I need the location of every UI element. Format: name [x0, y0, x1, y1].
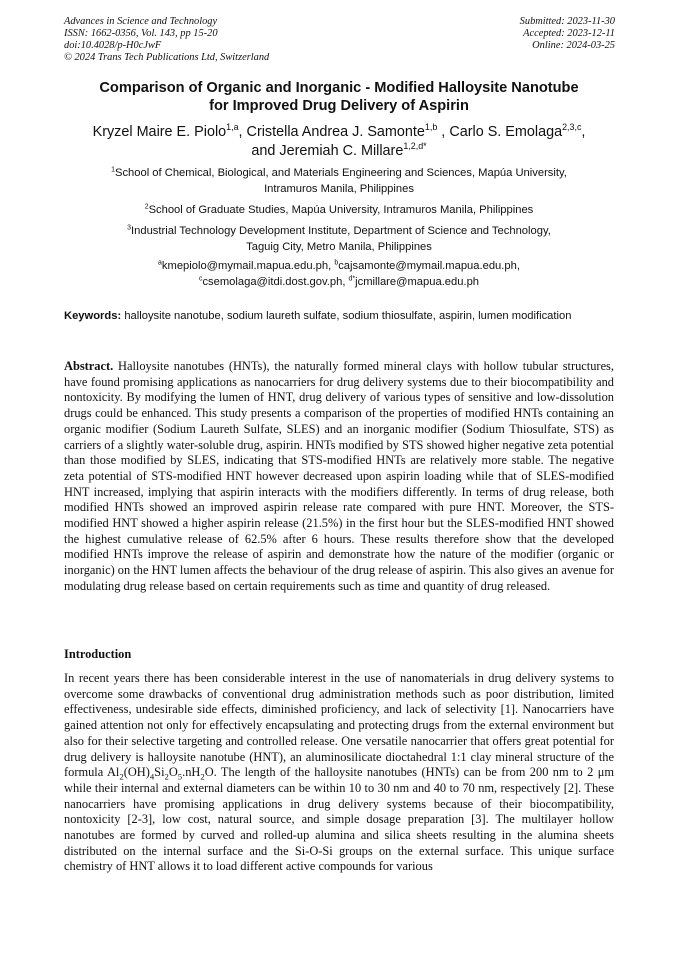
affiliation-number: 2	[144, 203, 149, 211]
formula-part: (OH)	[123, 765, 150, 780]
affiliation-text: Intramuros Manila, Philippines	[264, 182, 414, 195]
abstract-label: Abstract.	[64, 359, 114, 373]
author-emails: $^a$kmepiolo@mymail.mapua.edu.ph, $^b$cajsamonte@mymail.mapua.edu.ph, $^c$csemolaga@itdi.dost.gov.ph, $^{d*}$jcmillare@mapua.edu.ph	[158, 259, 520, 288]
affiliation-text: Industrial Technology Development Institute, Department of Science and Technology,	[131, 225, 551, 237]
affiliation-3	[40, 224, 638, 255]
affiliation-text: School of Chemical, Biological, and Materials Engineering and Sciences, Mapúa University,	[114, 167, 567, 179]
abstract-section	[64, 359, 614, 595]
affiliation-2	[40, 203, 638, 219]
formula-subscript: 2	[200, 771, 205, 782]
email-address[interactable]: jcmillare@mapua.edu.ph	[355, 275, 480, 288]
journal-doi[interactable]: doi:10.4028/p-H0cJwF	[64, 40, 162, 51]
author-line-1	[40, 123, 638, 142]
author-name: and Jeremiah C. Millare	[251, 143, 404, 159]
paper-title-line-2: for Improved Drug Delivery of Aspirin	[209, 98, 469, 114]
author-name: Cristella Andrea J. Samonte	[246, 124, 425, 140]
formula-subscript: 2	[164, 771, 169, 782]
journal-name: Advances in Science and Technology	[64, 16, 218, 27]
formula-part: O	[168, 765, 178, 780]
email-mark: d*	[348, 274, 356, 282]
author-affiliation-mark: 2,3,c	[562, 122, 582, 133]
affiliation-text: School of Graduate Studies, Mapúa University, Intramuros Manila, Philippines	[148, 204, 534, 216]
email-address[interactable]: kmepiolo@mymail.mapua.edu.ph	[161, 260, 329, 272]
keywords-label: Keywords:	[64, 310, 122, 322]
affiliation-number: 3	[127, 224, 132, 232]
formula-part: .nH	[182, 765, 201, 780]
paper-title-line-1: Comparison of Organic and Inorganic - Modified Halloysite Nanotube	[99, 80, 579, 96]
keywords-text: halloysite nanotube, sodium laureth sulfate, sodium thiosulfate, aspirin, lumen modification	[124, 310, 572, 322]
author-affiliation-mark: 1,a	[226, 122, 239, 133]
affiliation-text: Taguig City, Metro Manila, Philippines	[246, 240, 432, 253]
affiliation-number: 1	[111, 166, 115, 174]
affiliation-1	[40, 166, 638, 197]
formula-subscript: 5	[177, 771, 183, 782]
keywords-section	[64, 309, 614, 324]
email-mark: b	[334, 259, 339, 267]
journal-copyright: © 2024 Trans Tech Publications Ltd, Switzerland	[64, 52, 270, 63]
email-mark: c	[198, 274, 203, 282]
introduction-heading: Introduction	[64, 647, 132, 661]
date-accepted: Accepted: 2023-12-11	[523, 28, 615, 39]
author-name: Kryzel Maire E. Piolo	[92, 124, 227, 140]
email-address[interactable]: cajsamonte@mymail.mapua.edu.ph	[338, 260, 517, 272]
intro-text-part-2: The length of the halloysite nanotubes (HNTs) can be from 200 nm to 2 μm while their internal and external diameters can be within 10 to 30 nm and 40 to 70 nm, respectively [2]. These nanocarriers have promising applications in drug delivery systems because of their biocompatibility, nontoxicity [2-3], low cost, natural source, and simple dosage preparation [3]. The multilayer hollow nanotubes are formed by curved and rolled-up alumina and silica sheets resulting in the alumina sheets distributed on the internal surface and the Si-O-Si groups on the external surface. This unique surface chemistry of HNT allows it to load different active compounds for various	[64, 765, 614, 874]
author-affiliation-mark: 1,b	[424, 122, 438, 133]
abstract-text: Halloysite nanotubes (HNTs), the naturally formed mineral clays with hollow tubular structures, have found promising applications as nanocarriers for drug delivery systems due to their biocompatibility and nontoxicity. By modifying the lumen of HNT, drug delivery of various types of sensitive and low-dissolution drugs could be enhanced. This study presents a comparison of the properties of modified HNTs containing an organic modifier (Sodium Laureth Sulfate, SLES) and an inorganic modifier (Sodium Thiosulfate, STS) as carriers of a slightly water-soluble drug, aspirin. HNTs modified by STS showed higher negative zeta potential than those modified by SLES, indicating that STS-modified HNTs are relatively more stable. The negative zeta potential of STS-modified HNT however decreased upon aspirin loading while that of SLES-modified HNT increased, implying that aspirin interacts with the modifiers differently. In terms of drug release, both modified HNTs showed an improved aspirin release rate compared with pure HNT. Moreover, the STS-modified HNT showed a higher aspirin release (21.5%) in the first hour but the SLES-modified HNT showed the highest cumulative release of 62.5% after 6 hours. These results therefore show that the developed modified HNTs improve the release of aspirin and demonstrate how the nature of the modifier (organic or inorganic) on the HNT lumen affects the behaviour of the drug release of aspirin. This also gives an avenue for modulating drug release based on certain requirements such as time and quantity of drug released.	[64, 359, 614, 593]
formula-part: Si	[154, 765, 165, 780]
author-line-2	[40, 142, 638, 161]
author-affiliation-mark: 1,2,d*	[403, 141, 427, 152]
formula-subscript: 4	[149, 771, 155, 782]
paper-title	[40, 79, 638, 115]
introduction-body	[64, 671, 614, 875]
formula-subscript: 2	[119, 771, 124, 782]
email-address[interactable]: csemolaga@itdi.dost.gov.ph	[202, 275, 343, 288]
journal-header	[64, 16, 269, 64]
date-submitted: Submitted: 2023-11-30	[519, 16, 615, 27]
author-separator: ,	[437, 124, 450, 140]
author-separator: ,	[238, 124, 247, 140]
author-list	[40, 123, 638, 161]
author-separator: ,	[581, 124, 586, 140]
chemical-formula	[106, 765, 217, 782]
journal-issn: ISSN: 1662-0356, Vol. 143, pp 15-20	[64, 28, 218, 39]
publication-dates	[520, 16, 615, 52]
date-online: Online: 2024-03-25	[532, 40, 615, 51]
author-name: Carlo S. Emolaga	[449, 124, 563, 140]
intro-text-part-1: In recent years there has been considerable interest in the use of nanomaterials in drug delivery systems to overcome some drawbacks of conventional drug administration methods such as poor distribution, limited effectiveness, undesirable side effects, diminished proficiency, and lack of selectivity [1]. Nanocarriers have gained attention not only for effectively encapsulating and protecting drugs from the external environment but also for their selective targeting and controlled release. One versatile nanocarrier that offers great potential for drug delivery is halloysite nanotube (HNT), an aluminosilicate dioctahedral 1:1 clay mineral structure of the formula	[64, 671, 614, 780]
formula-part: Al	[106, 765, 120, 780]
email-mark: a	[158, 259, 162, 267]
formula-part: O.	[204, 765, 217, 780]
